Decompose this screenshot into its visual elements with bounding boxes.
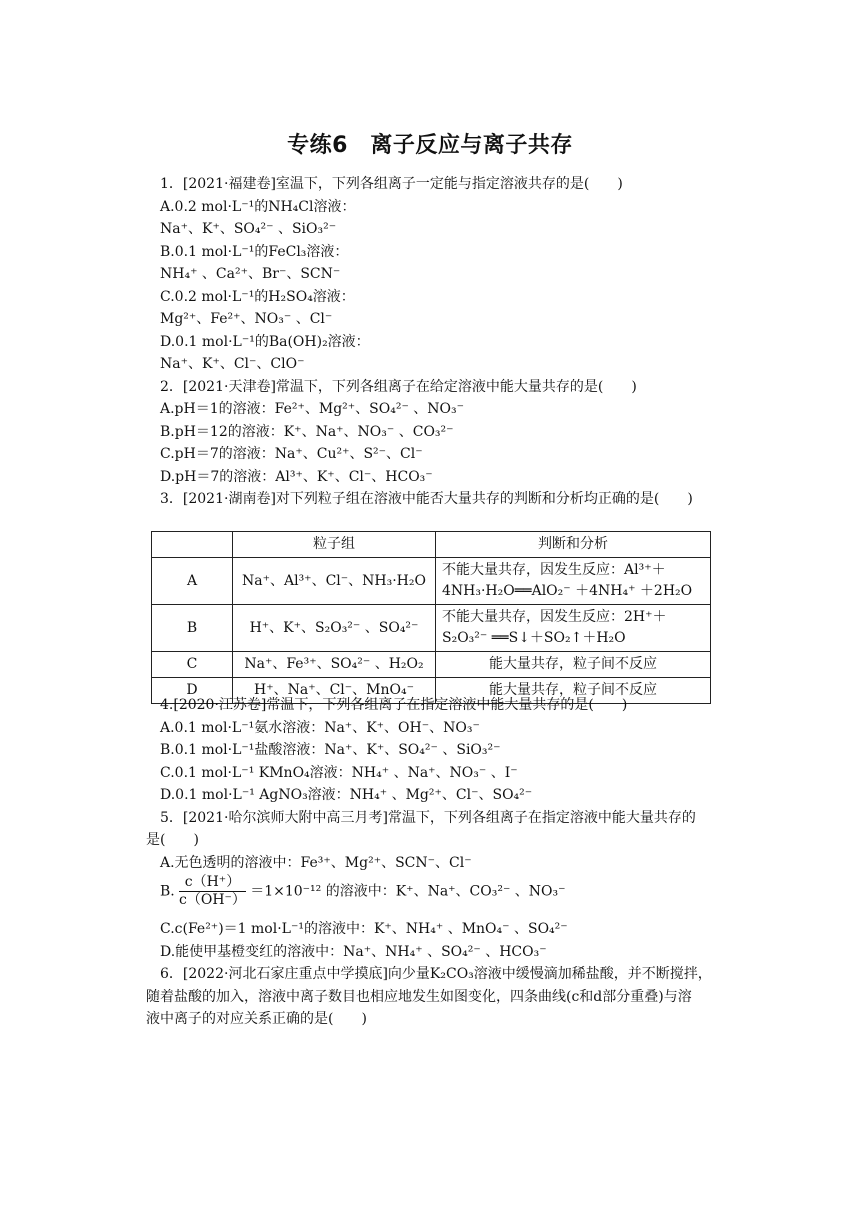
q1-option-a: A.0.2 mol·L⁻¹的NH₄Cl溶液： (160, 199, 356, 215)
concentration-ratio-fraction (179, 874, 246, 909)
row-analysis: 能大量共存，粒子间不反应 (436, 678, 711, 704)
q2-option-d: D.pH＝7的溶液：Al³⁺、K⁺、Cl⁻、HCO₃⁻ (160, 469, 433, 485)
q5-stem: 5．[2021·哈尔滨师大附中高三月考]常温下，下列各组离子在指定溶液中能大量共存的 (160, 810, 696, 826)
page-title: 专练6 离子反应与离子共存 (287, 133, 573, 158)
q5-option-a: A.无色透明的溶液中：Fe³⁺、Mg²⁺、SCN⁻、Cl⁻ (160, 855, 472, 871)
q5-option-b (160, 874, 566, 909)
q1-option-a-ions: Na⁺、K⁺、SO₄²⁻ 、SiO₃²⁻ (160, 221, 337, 237)
row-analysis-line2: S₂O₃²⁻ ══S↓＋SO₂↑＋H₂O (442, 630, 626, 646)
q1-stem: 1．[2021·福建卷]室温下，下列各组离子一定能与指定溶液共存的是( ) (160, 176, 623, 192)
row-option: A (152, 558, 233, 605)
q1-option-c-ions: Mg²⁺、Fe²⁺、NO₃⁻ 、Cl⁻ (160, 311, 333, 327)
row-analysis (436, 558, 711, 605)
row-group: Na⁺、Fe³⁺、SO₄²⁻ 、H₂O₂ (233, 652, 436, 678)
q1-option-c: C.0.2 mol·L⁻¹的H₂SO₄溶液： (160, 289, 355, 305)
q1-option-d: D.0.1 mol·L⁻¹的Ba(OH)₂溶液： (160, 334, 370, 350)
table-header-group: 粒子组 (233, 532, 436, 558)
q5-option-b-prefix: B. (160, 883, 175, 900)
q3-table (151, 531, 711, 704)
q2-option-a: A.pH＝1的溶液：Fe²⁺、Mg²⁺、SO₄²⁻ 、NO₃⁻ (160, 401, 465, 417)
q4-option-a: A.0.1 mol·L⁻¹氨水溶液：Na⁺、K⁺、OH⁻、NO₃⁻ (160, 720, 480, 736)
q2-stem: 2．[2021·天津卷]常温下，下列各组离子在给定溶液中能大量共存的是( ) (160, 379, 637, 395)
table-row (152, 558, 711, 605)
q5-option-b-rest: ＝1×10⁻¹² 的溶液中：K⁺、Na⁺、CO₃²⁻ 、NO₃⁻ (250, 883, 566, 900)
q6-stem: 6．[2022·河北石家庄重点中学摸底]向少量K₂CO₃溶液中缓慢滴加稀盐酸，并不断搅拌， (160, 966, 712, 982)
q4-stem: 4.[2020·江苏卷]常温下，下列各组离子在指定溶液中能大量共存的是( ) (160, 697, 628, 713)
row-analysis-line1: 不能大量共存，因发生反应：Al³⁺＋ (442, 562, 666, 578)
q4-option-d: D.0.1 mol·L⁻¹ AgNO₃溶液：NH₄⁺ 、Mg²⁺、Cl⁻、SO₄²⁻ (160, 787, 533, 803)
q4-option-c: C.0.1 mol·L⁻¹ KMnO₄溶液：NH₄⁺ 、Na⁺、NO₃⁻ 、I⁻ (160, 765, 518, 781)
q1-option-d-ions: Na⁺、K⁺、Cl⁻、ClO⁻ (160, 356, 305, 372)
fraction-denominator: c（OH⁻） (179, 892, 246, 908)
row-group: H⁺、Na⁺、Cl⁻、MnO₄⁻ (233, 678, 436, 704)
q6-stem-cont1: 随着盐酸的加入，溶液中离子数目也相应地发生如图变化，四条曲线(c和d部分重叠)与溶 (146, 989, 692, 1005)
q5-option-c: C.c(Fe²⁺)＝1 mol·L⁻¹的溶液中：K⁺、NH₄⁺ 、MnO₄⁻ 、SO₄²⁻ (160, 921, 568, 937)
q3-stem: 3．[2021·湖南卷]对下列粒子组在溶液中能否大量共存的判断和分析均正确的是( ) (160, 491, 693, 507)
q5-stem-cont: 是( ) (146, 832, 199, 848)
row-analysis (436, 605, 711, 652)
row-analysis: 能大量共存，粒子间不反应 (436, 652, 711, 678)
q1-option-b-ions: NH₄⁺ 、Ca²⁺、Br⁻、SCN⁻ (160, 266, 341, 282)
q5-option-d: D.能使甲基橙变红的溶液中：Na⁺、NH₄⁺ 、SO₄²⁻ 、HCO₃⁻ (160, 944, 547, 960)
row-group: H⁺、K⁺、S₂O₃²⁻ 、SO₄²⁻ (233, 605, 436, 652)
row-option: B (152, 605, 233, 652)
row-option: D (152, 678, 233, 704)
fraction-numerator: c（H⁺） (179, 874, 246, 892)
q2-option-c: C.pH＝7的溶液：Na⁺、Cu²⁺、S²⁻、Cl⁻ (160, 446, 423, 462)
q4-option-b: B.0.1 mol·L⁻¹盐酸溶液：Na⁺、K⁺、SO₄²⁻ 、SiO₃²⁻ (160, 742, 501, 758)
row-analysis-line1: 不能大量共存，因发生反应：2H⁺＋ (442, 609, 667, 625)
q2-option-b: B.pH＝12的溶液：K⁺、Na⁺、NO₃⁻ 、CO₃²⁻ (160, 424, 454, 440)
table-header-analysis: 判断和分析 (436, 532, 711, 558)
row-analysis-line2: 4NH₃·H₂O══AlO₂⁻ ＋4NH₄⁺ ＋2H₂O (442, 583, 693, 599)
table-row (152, 652, 711, 678)
table-header-row (152, 532, 711, 558)
table-row (152, 605, 711, 652)
table-header-blank (152, 532, 233, 558)
q6-stem-cont2: 液中离子的对应关系正确的是( ) (146, 1011, 367, 1027)
row-option: C (152, 652, 233, 678)
q1-option-b: B.0.1 mol·L⁻¹的FeCl₃溶液： (160, 244, 349, 260)
row-group: Na⁺、Al³⁺、Cl⁻、NH₃·H₂O (233, 558, 436, 605)
